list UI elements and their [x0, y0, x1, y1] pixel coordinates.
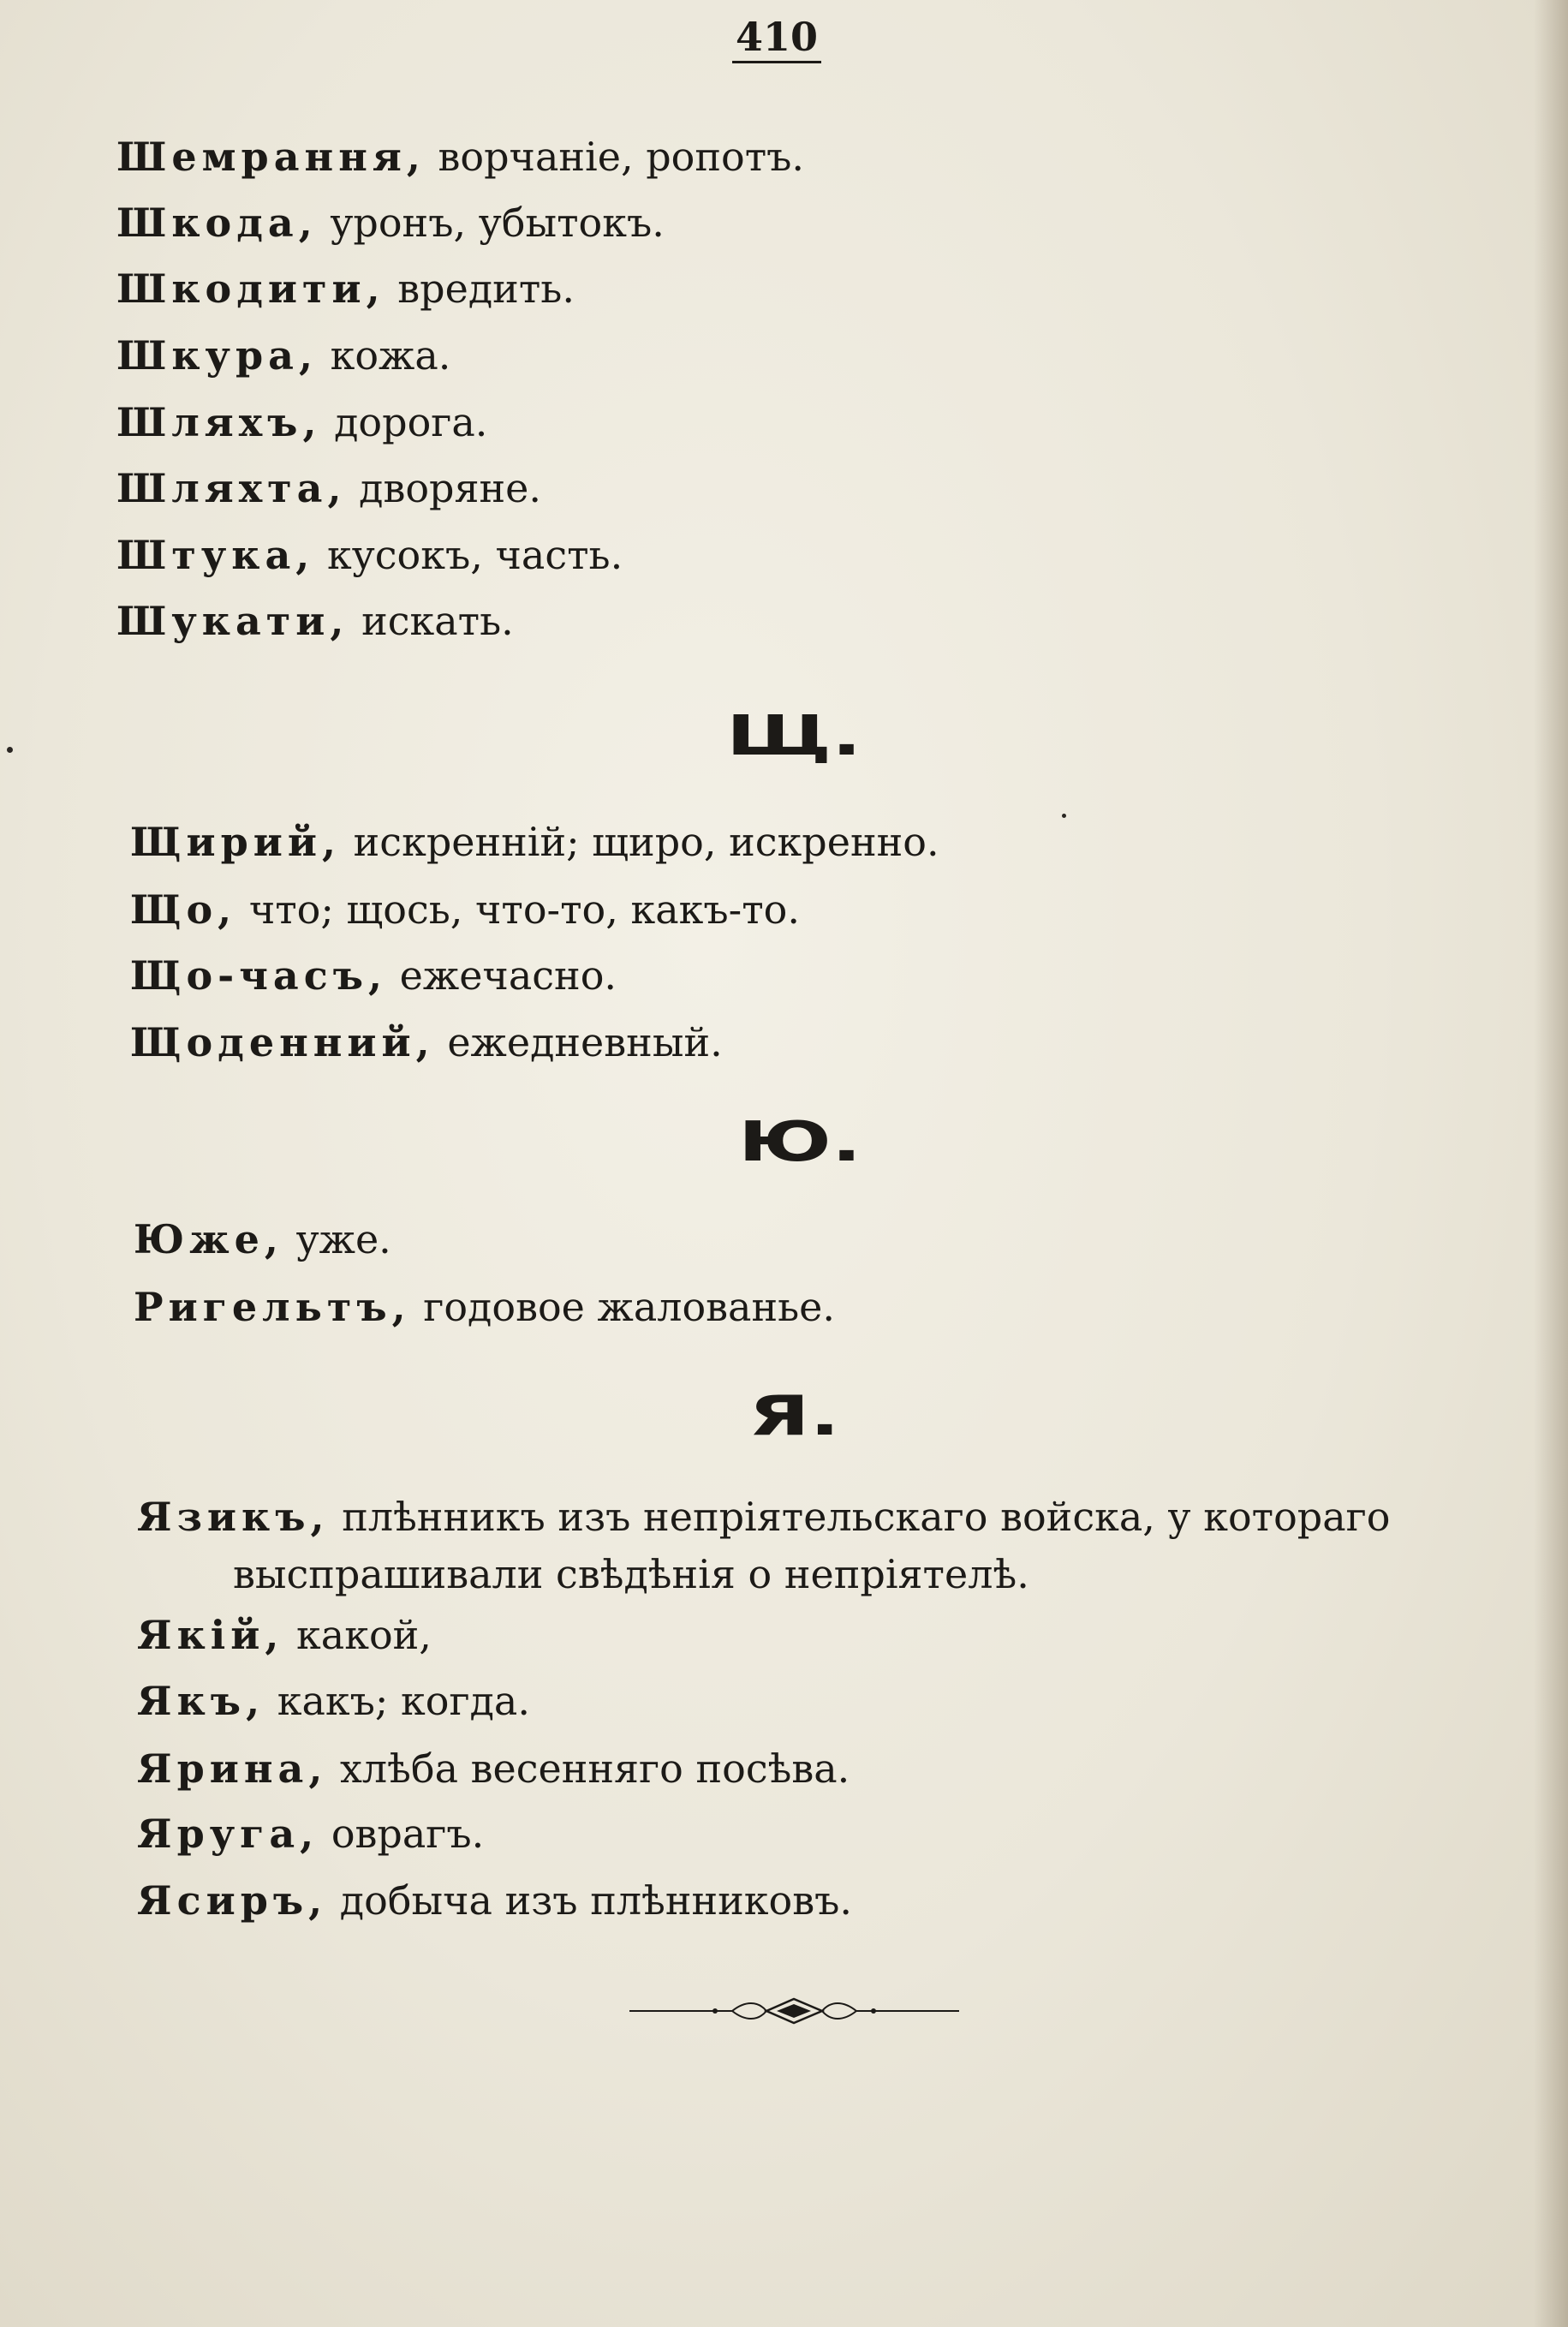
entry-headword: Шемрання, [116, 134, 426, 180]
entry-headword: Що, [130, 886, 237, 933]
entry-definition: какой, [296, 1612, 432, 1658]
entry-headword: Шкодити, [116, 266, 385, 312]
entry-definition: добыча изъ плѣнниковъ. [339, 1877, 853, 1924]
dictionary-entry [134, 1216, 391, 1262]
entry-headword: Шляхта, [116, 465, 347, 511]
entry-definition: уронъ, убытокъ. [330, 200, 665, 246]
ink-speck [7, 747, 13, 753]
dictionary-entry [130, 1019, 723, 1065]
dictionary-entry [130, 952, 617, 999]
entry-definition: годовое жалованье. [423, 1284, 836, 1330]
entry-definition: кожа. [330, 332, 451, 379]
entry-definition: кусокъ, часть. [326, 532, 623, 578]
entry-definition: что; щось, что-то, какъ-то. [248, 886, 800, 933]
entry-definition: вредить. [397, 266, 575, 312]
entry-definition: искать. [361, 598, 514, 644]
entry-headword: Що-часъ, [130, 952, 388, 999]
dictionary-entry [137, 1745, 850, 1792]
entry-headword: Ярина, [137, 1745, 328, 1792]
entry-headword: Якъ, [137, 1678, 265, 1724]
dictionary-entry [130, 886, 800, 933]
dictionary-entry [116, 134, 805, 180]
entry-definition: оврагъ. [331, 1811, 485, 1857]
ornament-divider [629, 1985, 959, 2037]
dictionary-entry [116, 465, 542, 511]
entry-definition: уже. [295, 1216, 391, 1262]
dictionary-entry [116, 399, 488, 445]
dictionary-entry [134, 1284, 836, 1330]
page-number: 410 [732, 15, 821, 63]
entry-headword: Щирий, [130, 819, 342, 865]
entry-definition: ежечасно. [399, 952, 617, 999]
entry-headword: Якій, [137, 1612, 284, 1658]
entry-headword: Язикъ, [137, 1494, 330, 1540]
section-heading-shch: Щ. [726, 705, 862, 768]
dictionary-entry [137, 1612, 432, 1658]
entry-headword: Щоденний, [130, 1019, 435, 1065]
entry-headword: Яруга, [137, 1811, 319, 1857]
entry-definition: ворчаніе, ропотъ. [438, 134, 805, 180]
entry-headword: Ясиръ, [137, 1877, 328, 1924]
entry-definition: искренній; щиро, искренно. [353, 819, 939, 865]
entry-headword: Шкура, [116, 332, 318, 379]
section-heading-ya: Я. [748, 1385, 840, 1448]
entry-headword: Юже, [134, 1216, 283, 1262]
entry-headword: Шляхъ, [116, 399, 322, 445]
dictionary-entry [116, 266, 575, 312]
dictionary-entry [116, 532, 623, 578]
dictionary-entry [137, 1494, 1391, 1540]
dictionary-entry [116, 200, 665, 246]
dictionary-entry [116, 332, 451, 379]
entry-definition: выспрашивали свѣдѣнія о непріятелѣ. [233, 1551, 1029, 1597]
entry-headword: Штука, [116, 532, 315, 578]
entry-definition: какъ; когда. [277, 1678, 530, 1724]
entry-definition: дорога. [334, 399, 488, 445]
dictionary-entry [116, 598, 514, 644]
dictionary-entry [130, 819, 939, 865]
dictionary-entry [137, 1678, 530, 1724]
page-edge-shadow [1534, 0, 1568, 2327]
entry-definition: плѣнникъ изъ непріятельскаго войска, у котораго [342, 1494, 1391, 1540]
entry-definition: хлѣба весенняго посѣва. [339, 1745, 850, 1792]
entry-headword: Ригельтъ, [134, 1284, 411, 1330]
entry-headword: Шукати, [116, 598, 349, 644]
ink-speck [1062, 814, 1066, 818]
dictionary-entry [137, 1811, 485, 1857]
entry-headword: Шкода, [116, 200, 318, 246]
dictionary-entry-continuation [233, 1551, 1029, 1597]
entry-definition: ежедневный. [447, 1019, 723, 1065]
dictionary-entry [137, 1877, 853, 1924]
section-heading-yu: Ю. [738, 1111, 862, 1174]
entry-definition: дворяне. [359, 465, 542, 511]
